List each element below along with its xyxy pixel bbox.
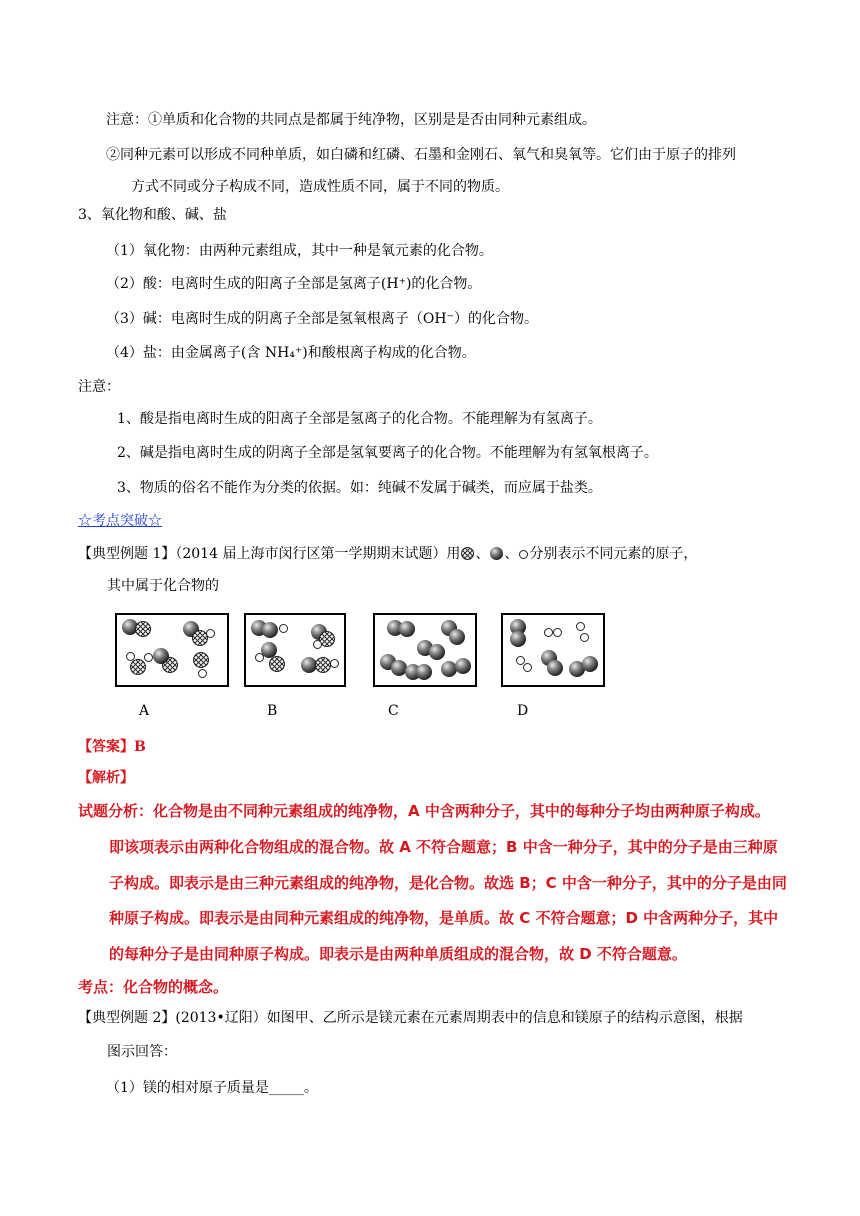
analysis-line: 即该项表示由两种化合物组成的混合物。故 A 不符合题意；B 中含一种分子，其中的分子是由三种原 (109, 838, 778, 856)
note-line-3: 方式不同或分子构成不同，造成性质不同，属于不同的物质。 (131, 179, 509, 195)
example-2-line-2: 图示回答： (107, 1044, 177, 1060)
analysis-line: 种原子构成。即表示是由同种元素组成的纯净物，是单质。故 C 不符合题意；D 中含两种分子，其中 (109, 909, 779, 927)
answer-label: 【答案】 (78, 739, 134, 755)
example-label: 【典型例题 2】 (78, 1010, 176, 1026)
example-2-question-1: （1）镁的相对原子质量是_____。 (106, 1080, 318, 1096)
note-title: 注意： (78, 379, 120, 395)
option-box-d (501, 613, 605, 687)
definition-oxide: （1）氧化物：由两种元素组成，其中一种是氧元素的化合物。 (106, 243, 493, 259)
exam-point: 考点：化合物的概念。 (78, 978, 229, 996)
option-box-a (115, 613, 229, 687)
analysis-line: 子构成。即表示是由三种元素组成的纯净物，是化合物。故选 B；C 中含一种分子，其中的分子是由同 (109, 874, 787, 892)
answer (78, 737, 146, 757)
note-item: 3、物质的俗名不能作为分类的依据。如：纯碱不发属于碱类，而应属于盐类。 (117, 480, 602, 496)
breakthrough-heading[interactable]: ☆考点突破☆ (78, 513, 162, 529)
section-heading: 3、氧化物和酸、碱、盐 (78, 207, 227, 223)
definition-salt: （4）盐：由金属离子(含 NH₄⁺)和酸根离子构成的化合物。 (106, 345, 476, 361)
analysis-line: 试题分析：化合物是由不同种元素组成的纯净物，A 中含两种分子，其中的每种分子均由两种原子构成。 (78, 802, 770, 820)
analysis-line: 的每种分子是由同种原子构成。即表示是由两种单质组成的混合物，故 D 不符合题意。 (109, 945, 687, 963)
definition-base: （3）碱：电离时生成的阴离子全部是氢氧根离子（OH⁻）的化合物。 (106, 311, 538, 327)
note-line-1: 注意：①单质和化合物的共同点是都属于纯净物，区别是是否由同种元素组成。 (106, 112, 596, 128)
small-atom-icon (519, 550, 528, 559)
definition-acid: （2）酸：电离时生成的阳离子全部是氢离子(H⁺)的化合物。 (106, 276, 482, 292)
option-label-d: D (517, 703, 529, 719)
option-box-b (244, 613, 346, 687)
example-1-question: 【典型例题 1】（2014 届上海市闵行区第一学期期末试题）用 、 、 分别表示不同元素的原子， (78, 546, 698, 562)
option-box-c (373, 613, 477, 687)
note-line-2: ②同种元素可以形成不同种单质，如白磷和红磷、石墨和金刚石、氧气和臭氧等。它们由于原子的排列 (106, 147, 736, 163)
dark-atom-icon (490, 548, 503, 561)
example-label: 【典型例题 1】 (78, 546, 176, 562)
answer-value: B (134, 739, 146, 755)
example-source: （2014 届上海市闵行区第一学期期末试题）用 (175, 546, 461, 562)
option-label-b: B (267, 703, 278, 719)
note-item: 1、酸是指电离时生成的阳离子全部是氢离子的化合物。不能理解为有氢离子。 (117, 411, 602, 427)
example-2-question: 【典型例题 2】(2013•辽阳）如图甲、乙所示是镁元素在元素周期表中的信息和镁原子的结构示意图，根据 (78, 1010, 743, 1026)
note-item: 2、碱是指电离时生成的阴离子全部是氢氧要离子的化合物。不能理解为有氢氧根离子。 (117, 445, 658, 461)
option-label-a: A (139, 703, 150, 719)
analysis-label: 【解析】 (78, 770, 134, 786)
example-tail: 分别表示不同元素的原子， (529, 546, 698, 562)
example-1-line-2: 其中属于化合物的 (107, 578, 219, 594)
hatched-atom-icon (461, 548, 474, 561)
option-label-c: C (388, 703, 399, 719)
